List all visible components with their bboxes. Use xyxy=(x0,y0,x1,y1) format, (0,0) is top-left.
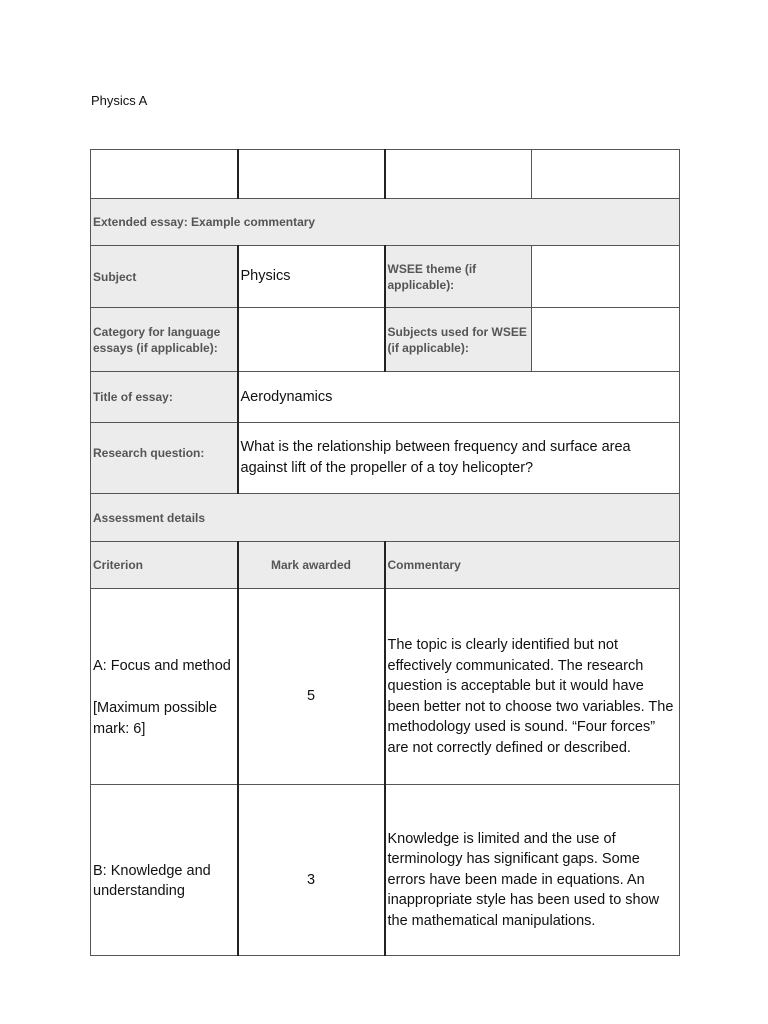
subject-label: Subject xyxy=(91,246,238,308)
essay-commentary-table xyxy=(90,149,680,956)
subjects-wsee-value xyxy=(532,308,680,372)
document-title: Physics A xyxy=(91,93,148,108)
criterion-row-b xyxy=(91,785,680,956)
assessment-header-row xyxy=(91,542,680,589)
research-question-row xyxy=(91,423,680,494)
category-value xyxy=(238,308,385,372)
research-question-value: What is the relationship between frequency and surface area against lift of the propeller of a toy helicopter? xyxy=(238,423,680,494)
criterion-row-a xyxy=(91,589,680,785)
blank-header-row xyxy=(91,150,680,199)
wsee-theme-value xyxy=(532,246,680,308)
subject-row xyxy=(91,246,680,308)
commentary-text: The topic is clearly identified but not effectively communicated. The research question is acceptable but it would have been better not to choose two variables. The methodology used is sound. “Four forces” are not correctly defined or described. xyxy=(385,589,680,785)
category-row xyxy=(91,308,680,372)
title-label: Title of essay: xyxy=(91,372,238,423)
blank-cell xyxy=(238,150,385,199)
title-value: Aerodynamics xyxy=(238,372,680,423)
category-label: Category for language essays (if applicable): xyxy=(91,308,238,372)
title-row xyxy=(91,372,680,423)
blank-cell xyxy=(385,150,532,199)
research-question-label: Research question: xyxy=(91,423,238,494)
commentary-text: Knowledge is limited and the use of terminology has significant gaps. Some errors have been made in equations. An inappropriate style has been used to show the mathematical manipulations. xyxy=(385,785,680,956)
commentary-header: Commentary xyxy=(385,542,680,589)
section-row-commentary xyxy=(91,199,680,246)
wsee-theme-label: WSEE theme (if applicable): xyxy=(385,246,532,308)
section-title: Extended essay: Example commentary xyxy=(91,199,680,246)
criterion-name: A: Focus and method xyxy=(93,657,231,674)
criterion-name: B: Knowledge and understanding xyxy=(93,862,211,899)
section-row-assessment xyxy=(91,494,680,542)
blank-cell xyxy=(532,150,680,199)
mark-awarded: 5 xyxy=(238,589,385,785)
criterion-cell xyxy=(91,785,238,956)
criterion-max-note: [Maximum possible mark: 6] xyxy=(93,700,218,737)
blank-cell xyxy=(91,150,238,199)
criterion-header: Criterion xyxy=(91,542,238,589)
subject-value: Physics xyxy=(238,246,385,308)
assessment-section-title: Assessment details xyxy=(91,494,680,542)
mark-header: Mark awarded xyxy=(238,542,385,589)
subjects-wsee-label: Subjects used for WSEE (if applicable): xyxy=(385,308,532,372)
mark-awarded: 3 xyxy=(238,785,385,956)
criterion-cell xyxy=(91,589,238,785)
